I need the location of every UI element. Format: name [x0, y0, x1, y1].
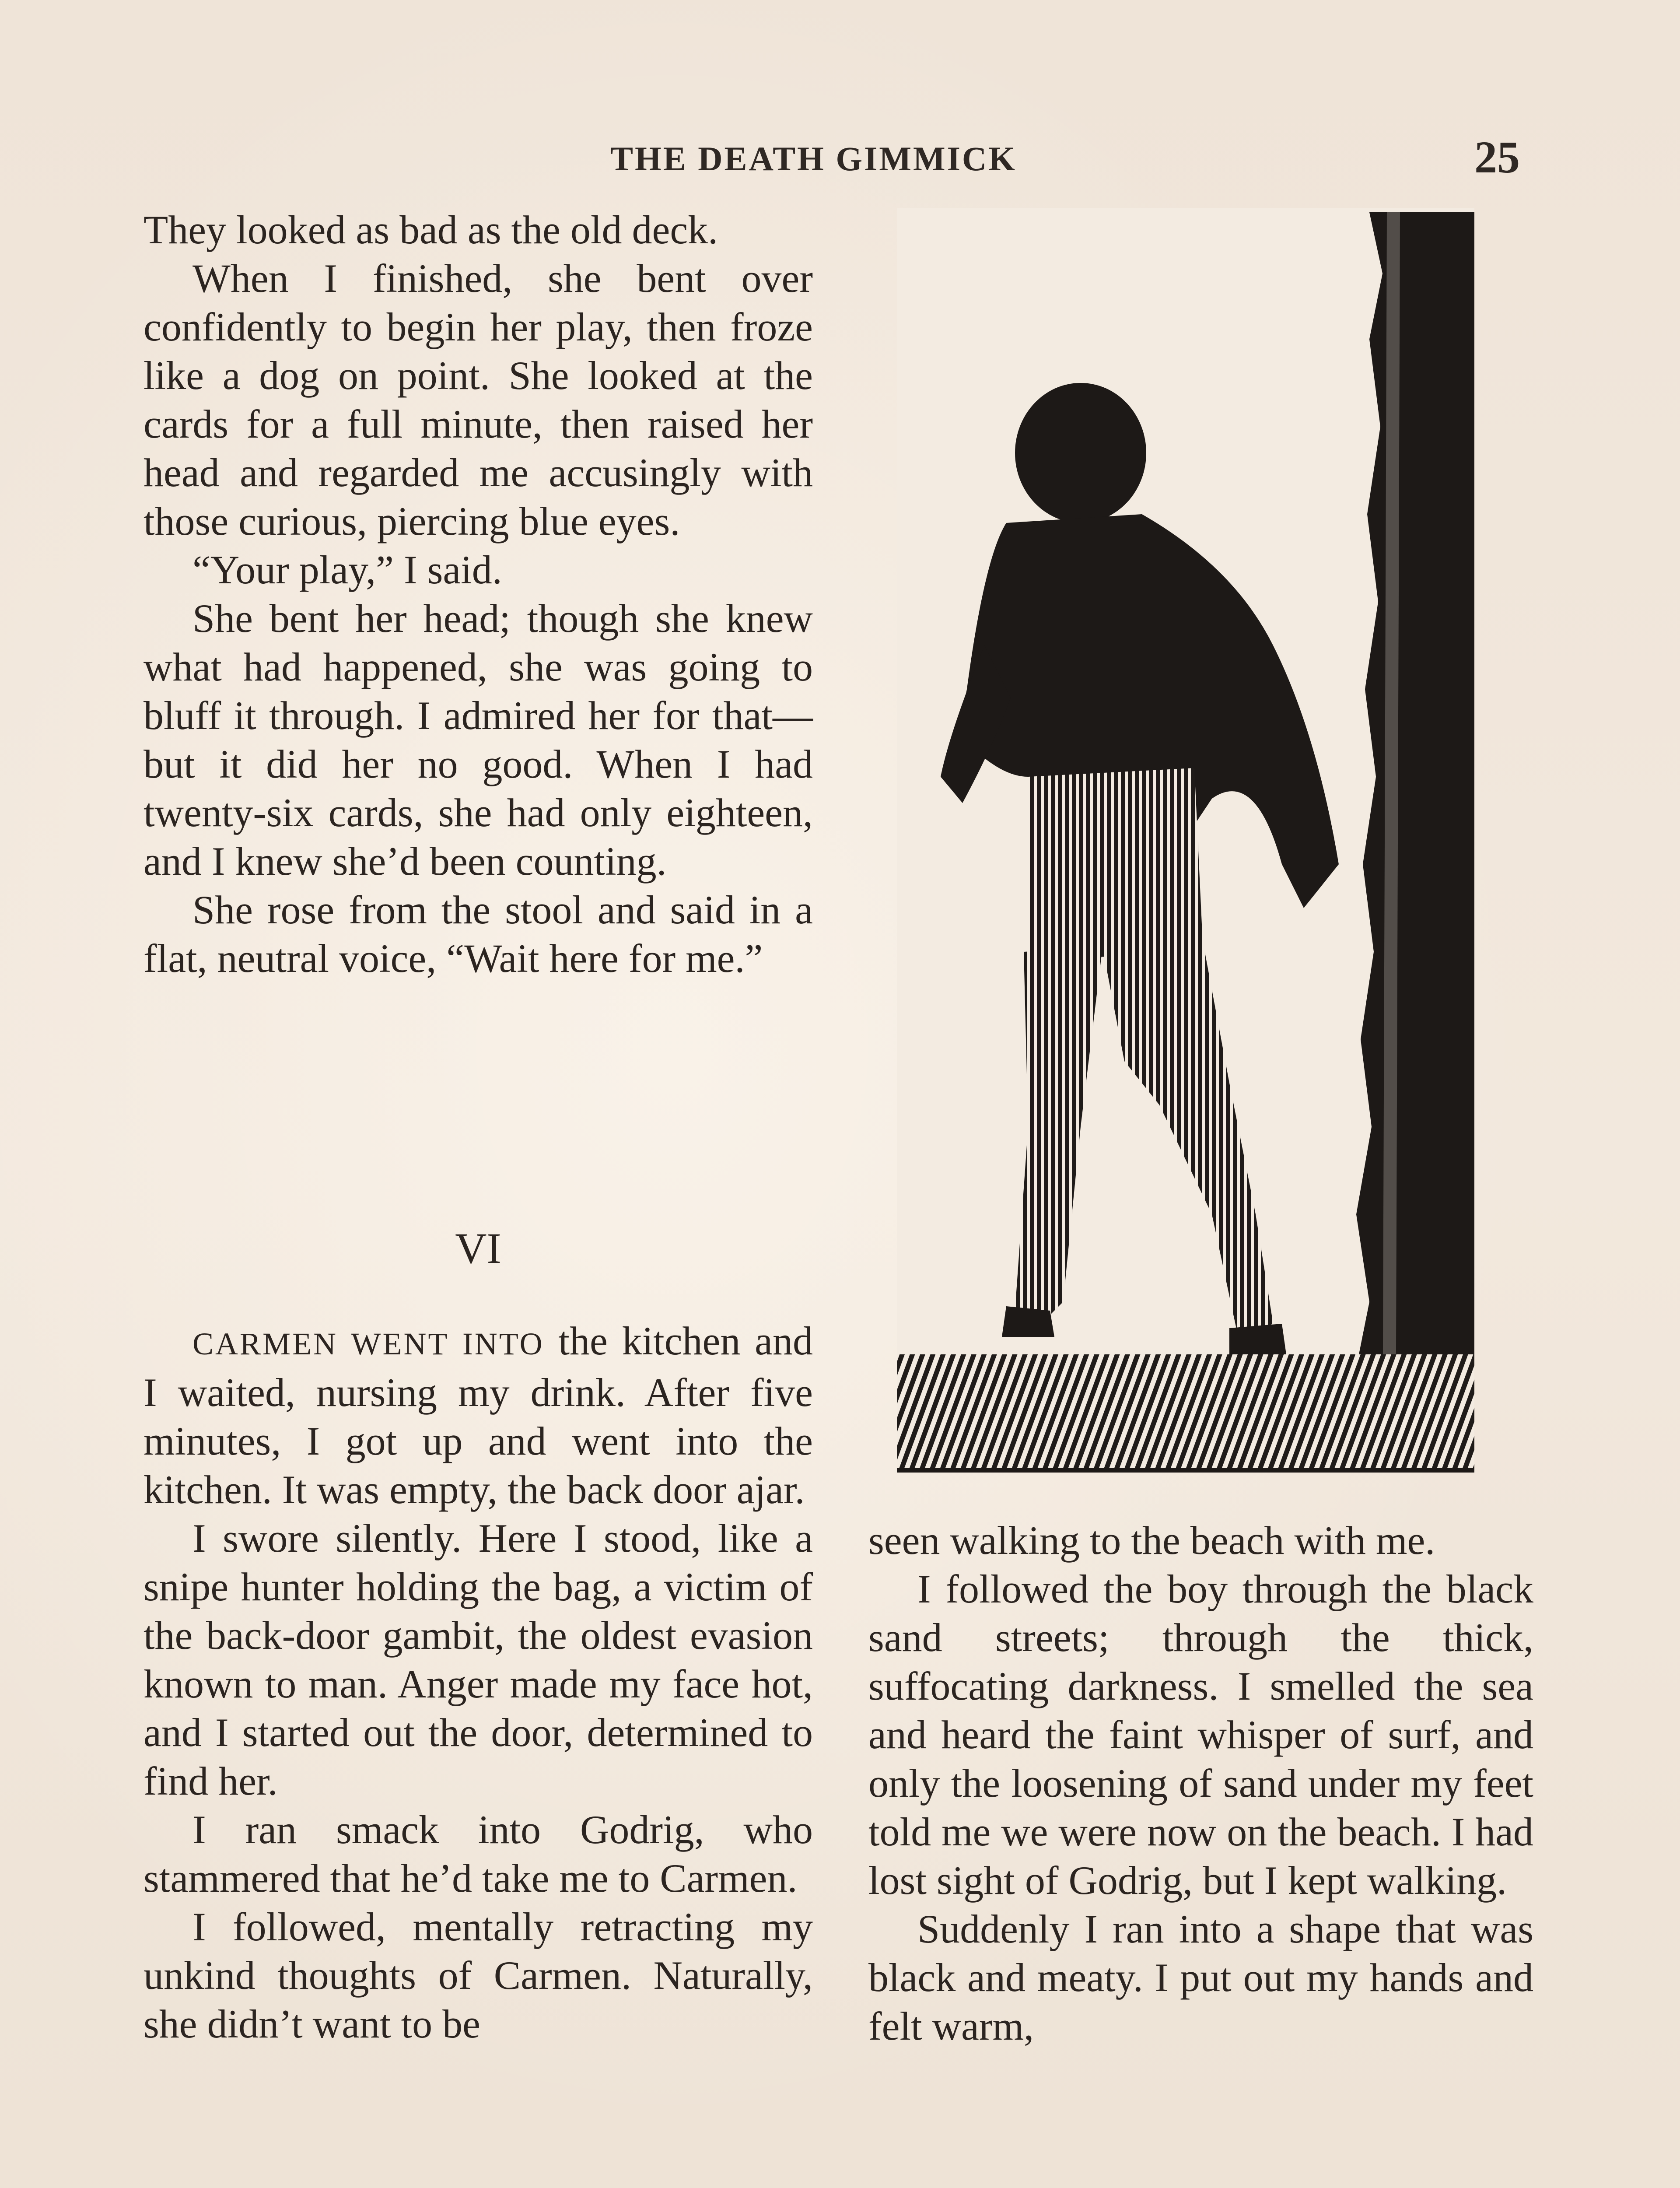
paragraph: Suddenly I ran into a shape that was black and meaty. I put out my hands and felt warm, [868, 1907, 1533, 2048]
woodcut-illustration [897, 208, 1474, 1473]
paragraph: When I finished, she bent over confidently to begin her play, then froze like a dog on point. She looked at the cards for a full minute, then raised her head and regarded me accusingly with those curious, piercing blue eyes. [144, 256, 813, 543]
chapter-opening-text: the kitchen and I waited, nursing my drink. After five minutes, I got up and went into the kitchen. It was empty, the back door ajar. [144, 1318, 813, 1512]
chapter-opening-smallcaps: CARMEN WENT INTO [192, 1326, 544, 1361]
paragraph: They looked as bad as the old deck. [144, 207, 718, 252]
paragraph: She bent her head; though she knew what had happened, she was going to bluff it through. I admired her for that—but it did her no good. When I had twenty-six cards, she had only eighteen, and I knew she’d been counting. [144, 596, 813, 884]
paragraph: I followed the boy through the black sand streets; through the thick, suffocating darkness. I smelled the sea and heard the faint whisper of surf, and only the loosening of sand under my feet told me we were now on the beach. I had lost sight of Godrig, but I kept walking. [868, 1567, 1533, 1903]
running-title: THE DEATH GIMMICK [610, 140, 1017, 178]
paragraph: I swore silently. Here I stood, like a snipe hunter holding the bag, a victim of the back-door gambit, the oldest evasion known to man. Anger made my face hot, and I started out the door, determined to find her. [144, 1516, 813, 1803]
page-number: 25 [1474, 132, 1520, 182]
chapter-number: VI [455, 1224, 501, 1273]
chapter-opening-paragraph [144, 1317, 813, 1514]
walking-man-woodcut-image [897, 208, 1474, 1473]
paragraph: I followed, mentally retracting my unkind thoughts of Carmen. Naturally, she didn’t want to be [144, 1904, 813, 2046]
paragraph: seen walking to the beach with me. [868, 1518, 1435, 1563]
paragraph: She rose from the stool and said in a flat, neutral voice, “Wait here for me.” [144, 887, 813, 981]
left-column-top [144, 206, 813, 983]
left-column-bottom [144, 1317, 813, 2048]
paragraph: “Your play,” I said. [192, 547, 502, 592]
right-column [868, 1516, 1533, 2051]
paragraph: I ran smack into Godrig, who stammered that he’d take me to Carmen. [144, 1807, 813, 1900]
